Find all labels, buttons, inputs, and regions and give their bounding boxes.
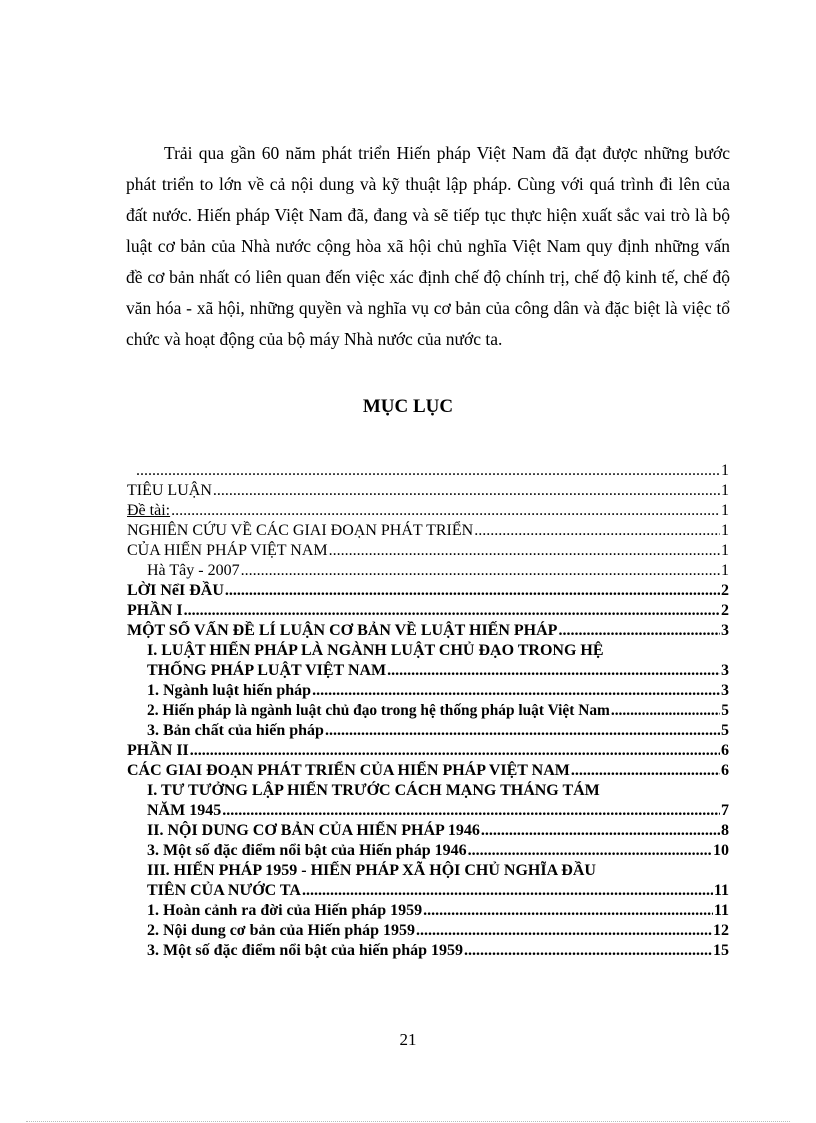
toc-entry-label: 1. Hoàn cảnh ra đời của Hiến pháp 1959 — [147, 902, 423, 919]
toc-page-number: 1 — [721, 562, 729, 579]
toc-entry-label: 2. Nội dung cơ bản của Hiến pháp 1959 — [147, 922, 416, 939]
toc-entry-cac-giai-doan[interactable] — [127, 761, 729, 781]
toc-entry-label: II. NỘI DUNG CƠ BẢN CỦA HIẾN PHÁP 1946 — [147, 822, 480, 839]
toc-entry-label: CỦA HIẾN PHÁP VIỆT NAM — [127, 542, 328, 559]
toc-page-number: 1 — [721, 542, 729, 559]
toc-page-number: 2 — [721, 582, 729, 599]
toc-entry-tu-tuong[interactable] — [127, 781, 729, 821]
toc-page-number: 15 — [713, 942, 729, 959]
toc-entry-loi-noi-dau[interactable] — [127, 581, 729, 601]
toc-page-number: 1 — [721, 482, 729, 499]
table-of-contents — [127, 461, 729, 961]
toc-page-number: 7 — [721, 802, 729, 819]
toc-page-number: 3 — [721, 622, 729, 639]
toc-entry-label: 2. Hiến pháp là ngành luật chủ đạo trong hệ thống pháp luật Việt Nam — [147, 702, 610, 719]
toc-entry-noi-dung-1959[interactable] — [127, 921, 729, 941]
toc-page-number: 2 — [721, 602, 729, 619]
toc-page-number: 11 — [713, 902, 729, 919]
toc-entry-cua-hien-phap[interactable] — [127, 541, 729, 561]
toc-page-number: 3 — [721, 662, 729, 679]
toc-entry-nganh-luat-chu-dao[interactable] — [127, 701, 729, 721]
footer-divider — [26, 1121, 790, 1122]
toc-entry-label: 3. Một số đặc điểm nổi bật của hiến pháp 1959 — [147, 942, 464, 959]
toc-entry-nghien-cuu[interactable] — [127, 521, 729, 541]
toc-entry-de-tai[interactable] — [127, 501, 729, 521]
toc-entry-mot-so-van-de[interactable] — [127, 621, 729, 641]
toc-entry-label: THỐNG PHÁP LUẬT VIỆT NAM — [147, 662, 387, 679]
toc-page-number: 1 — [721, 502, 729, 519]
toc-page-number: 1 — [721, 522, 729, 539]
toc-page-number: 5 — [721, 722, 729, 739]
toc-page-number: 5 — [721, 702, 729, 719]
toc-entry-ha-tay[interactable] — [127, 561, 729, 581]
toc-entry-dac-diem-1959[interactable] — [127, 941, 729, 961]
toc-entry-label: PHẦN I — [127, 602, 183, 619]
toc-entry-luat-hien-phap[interactable] — [127, 641, 729, 681]
page-number: 21 — [399, 1030, 417, 1049]
toc-entry-label: Đề tài: — [127, 502, 171, 519]
toc-entry-label: III. HIẾN PHÁP 1959 - HIẾN PHÁP XÃ HỘI CHỦ NGHĨA ĐẦU — [147, 862, 596, 879]
toc-entry-dac-diem-1946[interactable] — [127, 841, 729, 861]
toc-entry-phan-1[interactable] — [127, 601, 729, 621]
toc-page-number: 6 — [721, 762, 729, 779]
intro-paragraph: Trải qua gần 60 năm phát triển Hiến pháp Việt Nam đã đạt được những bước phát triển to lớn về cả nội dung và kỹ thuật lập pháp. Cùng với quá trình đi lên của đất nước. Hiến pháp Việt Nam đã, đang và sẽ tiếp tục thực hiện xuất sắc vai trò là bộ luật cơ bản của Nhà nước cộng hòa xã hội chủ nghĩa Việt Nam quy định những vấn đề cơ bản nhất có liên quan đến việc xác định chế độ chính trị, chế độ kinh tế, chế độ văn hóa - xã hội, những quyền và nghĩa vụ cơ bản của công dân và đặc biệt là việc tổ chức và hoạt động của bộ máy Nhà nước của nước ta. — [126, 143, 730, 349]
toc-page-number: 1 — [721, 462, 729, 479]
toc-title: MỤC LỤC — [362, 396, 454, 417]
toc-entry-ban-chat[interactable] — [127, 721, 729, 741]
toc-entry-label: PHẦN II — [127, 742, 189, 759]
toc-page-number: 10 — [713, 842, 729, 859]
toc-entry-hoan-canh-1959[interactable] — [127, 901, 729, 921]
toc-entry-nganh-luat[interactable] — [127, 681, 729, 701]
toc-page-number: 6 — [721, 742, 729, 759]
toc-entry-label: TIÊU LUẬN — [127, 482, 212, 499]
toc-entry-label: NGHIÊN CỨU VỀ CÁC GIAI ĐOẠN PHÁT TRIỂN — [127, 522, 474, 539]
toc-entry-label: NĂM 1945 — [147, 802, 222, 819]
toc-entry-label: Hà Tây - 2007 — [147, 562, 240, 579]
toc-entry-label: TIÊN CỦA NƯỚC TA — [147, 882, 301, 899]
toc-entry-label: I. TƯ TƯỞNG LẬP HIẾN TRƯỚC CÁCH MẠNG THÁNG TÁM — [147, 782, 600, 799]
toc-entry-phan-2[interactable] — [127, 741, 729, 761]
toc-page-number: 12 — [713, 922, 729, 939]
toc-entry-noi-dung-1946[interactable] — [127, 821, 729, 841]
toc-entry-label: 3. Bản chất của hiến pháp — [147, 722, 324, 739]
toc-page-number: 11 — [713, 882, 729, 899]
toc-entry-tieu-luan[interactable] — [127, 481, 729, 501]
toc-entry-label: MỘT SỐ VẤN ĐỀ LÍ LUẬN CƠ BẢN VỀ LUẬT HIẾN PHÁP — [127, 622, 558, 639]
toc-entry-label: 3. Một số đặc điểm nổi bật của Hiến pháp 1946 — [147, 842, 467, 859]
toc-page-number: 8 — [721, 822, 729, 839]
toc-entry-label: I. LUẬT HIẾN PHÁP LÀ NGÀNH LUẬT CHỦ ĐẠO TRONG HỆ — [147, 642, 604, 659]
toc-entry-blank[interactable] — [127, 461, 729, 481]
toc-entry-label: CÁC GIAI ĐOẠN PHÁT TRIỂN CỦA HIẾN PHÁP VIỆT NAM — [127, 762, 570, 779]
toc-entry-label: 1. Ngành luật hiến pháp — [147, 682, 312, 699]
toc-page-number: 3 — [721, 682, 729, 699]
toc-entry-hien-phap-1959[interactable] — [127, 861, 729, 901]
toc-entry-label: LỜI NểI ĐẦU — [127, 582, 224, 599]
